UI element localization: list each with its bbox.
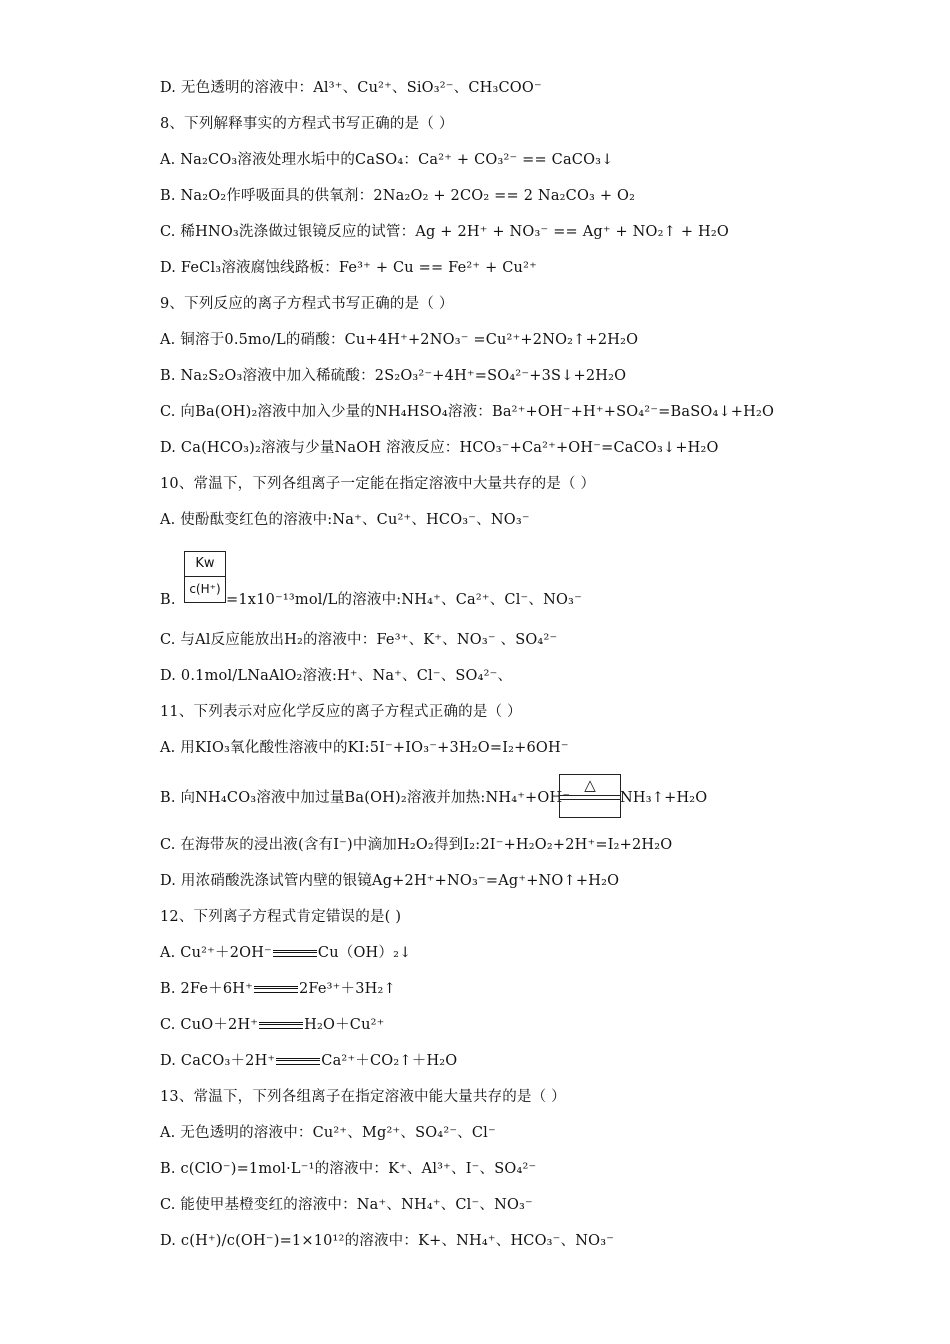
option-11b-left: B. 向NH₄CO₃溶液中加过量Ba(OH)₂溶液并加热:NH₄⁺+OH⁻ <box>160 790 571 806</box>
option-12b <box>160 979 396 999</box>
option-11c: C. 在海带灰的浸出液(含有I⁻)中滴加H₂O₂得到I₂:2I⁻+H₂O₂+2H⁺=I₂+2H₂O <box>160 837 673 853</box>
question-10: 10、常温下，下列各组离子一定能在指定溶液中大量共存的是（ ） <box>160 476 596 492</box>
option-8d: D. FeCl₃溶液腐蚀线路板：Fe³⁺ + Cu == Fe²⁺ + Cu²⁺ <box>160 260 537 276</box>
option-11b-right: NH₃↑+H₂O <box>620 790 708 806</box>
option-10a: A. 使酚酞变红色的溶液中:Na⁺、Cu²⁺、HCO₃⁻、NO₃⁻ <box>160 512 530 528</box>
kw-fraction <box>184 551 226 603</box>
equation-right: H₂O＋Cu²⁺ <box>304 1017 385 1033</box>
equation-left: C. CuO＋2H⁺ <box>160 1017 259 1033</box>
equation-right: Cu（OH）₂↓ <box>317 945 412 961</box>
option-8c: C. 稀HNO₃洗涤做过银镜反应的试管：Ag + 2H⁺ + NO₃⁻ == Ag⁺ + NO₂↑ + H₂O <box>160 224 729 240</box>
fraction-denominator: c(H⁺) <box>189 582 221 596</box>
option-10b-prefix: B. <box>160 592 176 608</box>
option-12a <box>160 943 411 963</box>
option-9b: B. Na₂S₂O₃溶液中加入稀硫酸：2S₂O₃²⁻+4H⁺=SO₄²⁻+3S↓+2H₂O <box>160 368 627 384</box>
option-13b: B. c(ClO⁻)=1mol·L⁻¹的溶液中：K⁺、Al³⁺、I⁻、SO₄²⁻ <box>160 1161 537 1177</box>
option-13c: C. 能使甲基橙变红的溶液中：Na⁺、NH₄⁺、Cl⁻、NO₃⁻ <box>160 1197 533 1213</box>
equals-bar <box>276 1058 320 1065</box>
option-8a: A. Na₂CO₃溶液处理水垢中的CaSO₄：Ca²⁺ + CO₃²⁻ == CaCO₃↓ <box>160 152 614 168</box>
equation-left: A. Cu²⁺＋2OH⁻ <box>160 945 272 961</box>
option-11d: D. 用浓硝酸洗涤试管内壁的银镜Ag+2H⁺+NO₃⁻=Ag⁺+NO↑+H₂O <box>160 873 620 889</box>
equals-bar <box>254 986 298 993</box>
question-11: 11、下列表示对应化学反应的离子方程式正确的是（ ） <box>160 704 522 720</box>
equation-left: B. 2Fe＋6H⁺ <box>160 981 253 997</box>
question-12: 12、下列离子方程式肯定错误的是( ) <box>160 909 402 925</box>
equals-bar <box>259 1022 303 1029</box>
heating-condition-box <box>559 774 621 818</box>
option-9c: C. 向Ba(OH)₂溶液中加入少量的NH₄HSO₄溶液：Ba²⁺+OH⁻+H⁺+SO₄²⁻=BaSO₄↓+H₂O <box>160 404 775 420</box>
question-9: 9、下列反应的离子方程式书写正确的是（ ） <box>160 296 454 312</box>
option-10b: =1x10⁻¹³mol/L的溶液中:NH₄⁺、Ca²⁺、Cl⁻、NO₃⁻ <box>226 592 582 608</box>
question-8: 8、下列解释事实的方程式书写正确的是（ ） <box>160 116 454 132</box>
option-12c <box>160 1015 385 1035</box>
option-10d: D. 0.1mol/LNaAlO₂溶液:H⁺、Na⁺、Cl⁻、SO₄²⁻、 <box>160 668 513 684</box>
option-12d <box>160 1051 457 1071</box>
option-13a: A. 无色透明的溶液中：Cu²⁺、Mg²⁺、SO₄²⁻、Cl⁻ <box>160 1125 496 1141</box>
equals-bar <box>273 950 317 957</box>
fraction-numerator: Kw <box>185 552 225 577</box>
equals-bar <box>560 795 620 800</box>
question-13: 13、常温下，下列各组离子在指定溶液中能大量共存的是（ ） <box>160 1089 566 1105</box>
option-10c: C. 与Al反应能放出H₂的溶液中：Fe³⁺、K⁺、NO₃⁻ 、SO₄²⁻ <box>160 632 558 648</box>
equation-left: D. CaCO₃＋2H⁺ <box>160 1053 276 1069</box>
option-13d: D. c(H⁺)/c(OH⁻)=1×10¹²的溶液中：K+、NH₄⁺、HCO₃⁻、NO₃⁻ <box>160 1233 615 1249</box>
option-11a: A. 用KIO₃氧化酸性溶液中的KI:5I⁻+IO₃⁻+3H₂O=I₂+6OH⁻ <box>160 740 569 756</box>
option-9a: A. 铜溶于0.5mo/L的硝酸：Cu+4H⁺+2NO₃⁻ =Cu²⁺+2NO₂↑+2H₂O <box>160 332 639 348</box>
equation-right: Ca²⁺＋CO₂↑＋H₂O <box>321 1053 458 1069</box>
option-7d: D. 无色透明的溶液中：Al³⁺、Cu²⁺、SiO₃²⁻、CH₃COO⁻ <box>160 80 542 96</box>
option-8b: B. Na₂O₂作呼吸面具的供氧剂：2Na₂O₂ + 2CO₂ == 2 Na₂CO₃ + O₂ <box>160 188 636 204</box>
equation-right: 2Fe³⁺＋3H₂↑ <box>298 981 396 997</box>
option-9d: D. Ca(HCO₃)₂溶液与少量NaOH 溶液反应：HCO₃⁻+Ca²⁺+OH⁻=CaCO₃↓+H₂O <box>160 440 719 456</box>
heat-triangle-icon: △ <box>584 776 596 794</box>
